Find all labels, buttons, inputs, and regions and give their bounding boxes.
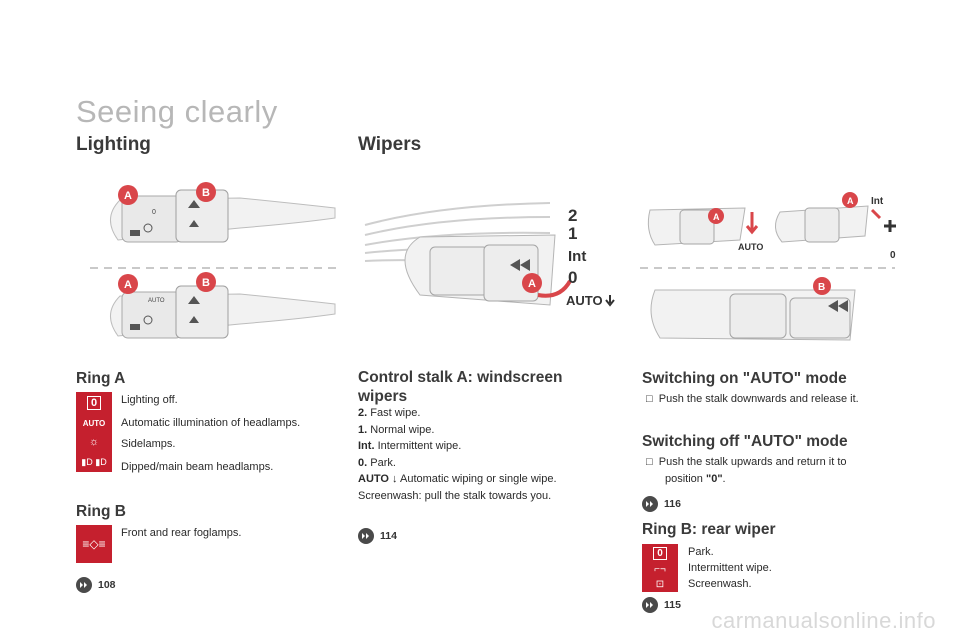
ring-b-heading: Ring B: [76, 503, 126, 520]
ring-a-off-symbol: 0: [87, 396, 101, 410]
lighting-lower-label-b: B: [202, 277, 210, 289]
sidelamp-icon: ☼: [88, 436, 100, 449]
lighting-upper-label-a: A: [124, 190, 132, 202]
auto-off-heading: Switching off "AUTO" mode: [642, 433, 848, 450]
wiper-row-normal: 1. Normal wipe.: [358, 424, 435, 436]
auto-img-int: Int: [871, 196, 884, 207]
auto-right-label-a: A: [847, 196, 854, 206]
watermark: carmanualsonline.info: [711, 608, 936, 633]
wiper-row-auto: AUTO ↓ Automatic wiping or single wipe.: [358, 473, 557, 485]
page-title: Seeing clearly: [76, 94, 278, 129]
page-ref-arrow-icon: [642, 597, 658, 613]
down-arrow-icon: ↓: [392, 473, 398, 485]
wiper-row-park: 0. Park.: [358, 457, 396, 469]
rear-screenwash-icon: ⊡: [655, 578, 665, 590]
wiper-pos-int: Int: [568, 248, 587, 265]
auto-mode-illustration: [640, 190, 900, 350]
rear-wiper-heading: Ring B: rear wiper: [642, 521, 776, 538]
wiper-pos-0: 0: [568, 268, 578, 287]
lighting-lower-label-a: A: [124, 279, 132, 291]
rear-wiper-item-intermittent: Intermittent wipe.: [688, 562, 772, 574]
ring-b-item-foglamps: Front and rear foglamps.: [121, 527, 242, 539]
ring-a-item-off: Lighting off.: [121, 394, 178, 406]
wipers-heading: Wipers: [358, 134, 422, 155]
foglamp-icon: ≡◇≡: [76, 525, 112, 563]
page-ref-116[interactable]: 116: [642, 496, 681, 512]
page-ref-arrow-icon: [76, 577, 92, 593]
wiper-row-intermittent: Int. Intermittent wipe.: [358, 440, 462, 452]
wiper-pos-auto: AUTO: [566, 293, 603, 308]
ring-a-item-dipped: Dipped/main beam headlamps.: [121, 461, 274, 473]
auto-left-label-a: A: [713, 212, 720, 222]
page-ref-114[interactable]: 114: [358, 528, 397, 544]
ring-a-item-auto: Automatic illumination of headlamps.: [121, 417, 301, 429]
ring-a-heading: Ring A: [76, 370, 126, 387]
page-ref-arrow-icon: [642, 496, 658, 512]
ring-a-tile: [76, 392, 112, 472]
control-stalk-heading: Control stalk A: windscreen wipers: [358, 369, 563, 405]
lighting-upper-label-b: B: [202, 187, 210, 199]
headlamp-icon: ▮D ▮D: [81, 456, 107, 467]
rear-wiper-item-screenwash: Screenwash.: [688, 578, 752, 590]
page-ref-115[interactable]: 115: [642, 597, 681, 613]
auto-on-text: □ Push the stalk downwards and release it.: [646, 393, 859, 405]
rear-wiper-item-park: Park.: [688, 546, 714, 558]
wipers-stalk-illustration: [360, 195, 620, 330]
auto-lower-label-b: B: [818, 282, 826, 293]
wiper-pos-1: 1: [568, 224, 578, 243]
lighting-stalk-illustration: [90, 178, 340, 348]
rear-wiper-tile: [642, 544, 678, 592]
screenwash-text: Screenwash: pull the stalk towards you.: [358, 490, 552, 502]
lighting-upper-zero: 0: [152, 209, 156, 216]
rear-wiper-int-icon: ⌐¬: [654, 563, 666, 575]
rear-wiper-off-symbol: 0: [653, 547, 667, 560]
auto-img-auto: AUTO: [738, 242, 764, 252]
wipers-label-a: A: [528, 278, 536, 290]
page-ref-arrow-icon: [358, 528, 374, 544]
lighting-lower-auto: AUTO: [148, 298, 165, 304]
bullet-icon: □: [646, 456, 653, 468]
lighting-heading: Lighting: [76, 134, 151, 155]
page-ref-108[interactable]: 108: [76, 577, 116, 593]
auto-img-zero: 0: [890, 250, 896, 261]
auto-on-heading: Switching on "AUTO" mode: [642, 370, 847, 387]
wiper-row-fast: 2. Fast wipe.: [358, 407, 421, 419]
ring-a-auto-symbol: AUTO: [82, 418, 106, 428]
auto-off-text: □ Push the stalk upwards and return it to position "0".: [646, 456, 847, 485]
wiper-pos-2: 2: [568, 206, 578, 225]
bullet-icon: □: [646, 393, 653, 405]
ring-a-item-sidelamps: Sidelamps.: [121, 438, 176, 450]
